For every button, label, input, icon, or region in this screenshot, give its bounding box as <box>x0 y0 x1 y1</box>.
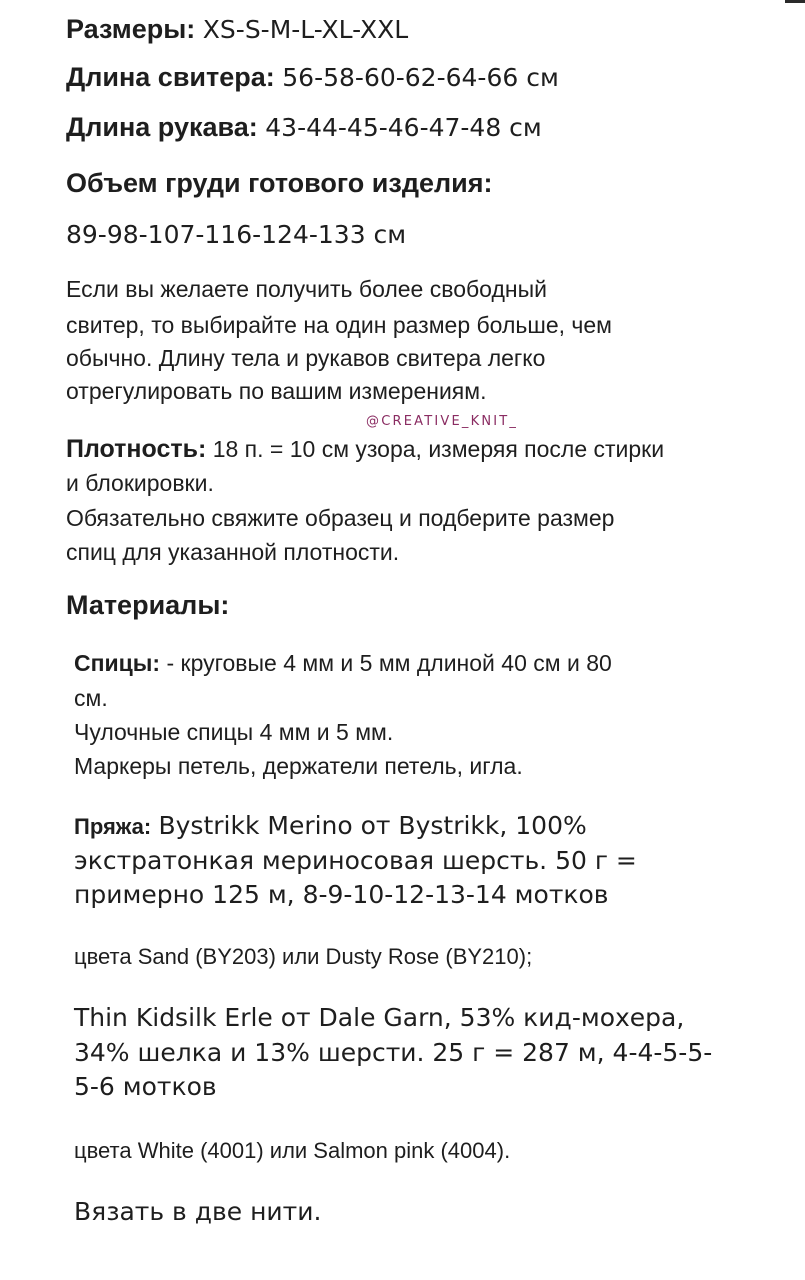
gauge-line-3: Обязательно свяжите образец и подберите размер <box>66 505 615 531</box>
body-length-value: 56-58-60-62-64-66 см <box>282 63 559 92</box>
watermark-handle: @CREATIVE_KNIT_ <box>366 414 519 429</box>
sizes-value: XS-S-M-L-XL-XXL <box>202 15 409 44</box>
double-strand-note: Вязать в две нити. <box>74 1197 322 1226</box>
yarn-line-6: 5-6 мотков <box>74 1072 217 1101</box>
gauge-label: Плотность: <box>66 435 207 463</box>
top-edge-mark <box>785 0 805 3</box>
yarn-line-2: экстратонкая мериносовая шерсть. 50 г = <box>74 846 637 875</box>
body-length-label: Длина свитера: <box>66 62 275 92</box>
gauge-text-1: 18 п. = 10 см узора, измеряя после стирки <box>212 436 665 462</box>
yarn-line-3: примерно 125 м, 8-9-10-12-13-14 мотков <box>74 880 609 909</box>
yarn-line-5: 34% шелка и 13% шерсти. 25 г = 287 м, 4-4-5-5- <box>74 1038 713 1067</box>
sleeve-length-label: Длина рукава: <box>66 112 258 142</box>
gauge-line-1 <box>66 435 664 464</box>
needles-line-2: см. <box>74 685 108 711</box>
advice-line-4: отрегулировать по вашим измерениям. <box>66 378 487 404</box>
yarn-text-1: Bystrikk Merino от Bystrikk, 100% <box>158 811 587 840</box>
body-length-line <box>66 62 559 93</box>
yarn-label: Пряжа: <box>74 814 152 839</box>
yarn-colors-1: цвета Sand (BY203) или Dusty Rose (BY210); <box>74 944 533 969</box>
sizes-label: Размеры: <box>66 14 196 44</box>
chest-heading: Объем груди готового изделия: <box>66 168 493 198</box>
needles-line-4: Маркеры петель, держатели петель, игла. <box>74 753 523 779</box>
sleeve-length-line <box>66 112 542 143</box>
materials-heading: Материалы: <box>66 590 230 620</box>
advice-line-2: свитер, то выбирайте на один размер больше, чем <box>66 312 612 338</box>
advice-line-1: Если вы желаете получить более свободный <box>66 276 547 302</box>
gauge-line-2: и блокировки. <box>66 470 214 496</box>
needles-line-3: Чулочные спицы 4 мм и 5 мм. <box>74 719 394 745</box>
sleeve-length-value: 43-44-45-46-47-48 см <box>265 113 542 142</box>
yarn-line-4: Thin Kidsilk Erle от Dale Garn, 53% кид-мохера, <box>74 1003 685 1032</box>
chest-value: 89-98-107-116-124-133 см <box>66 220 407 249</box>
needles-text-1: - круговые 4 мм и 5 мм длиной 40 см и 80 <box>166 650 612 676</box>
needles-line-1 <box>74 650 612 677</box>
yarn-colors-2: цвета White (4001) или Salmon pink (4004). <box>74 1138 511 1163</box>
advice-line-3: обычно. Длину тела и рукавов свитера легко <box>66 345 546 371</box>
yarn-line-1 <box>74 810 587 841</box>
sizes-line <box>66 14 408 45</box>
gauge-line-4: спиц для указанной плотности. <box>66 539 400 565</box>
needles-label: Спицы: <box>74 650 161 676</box>
